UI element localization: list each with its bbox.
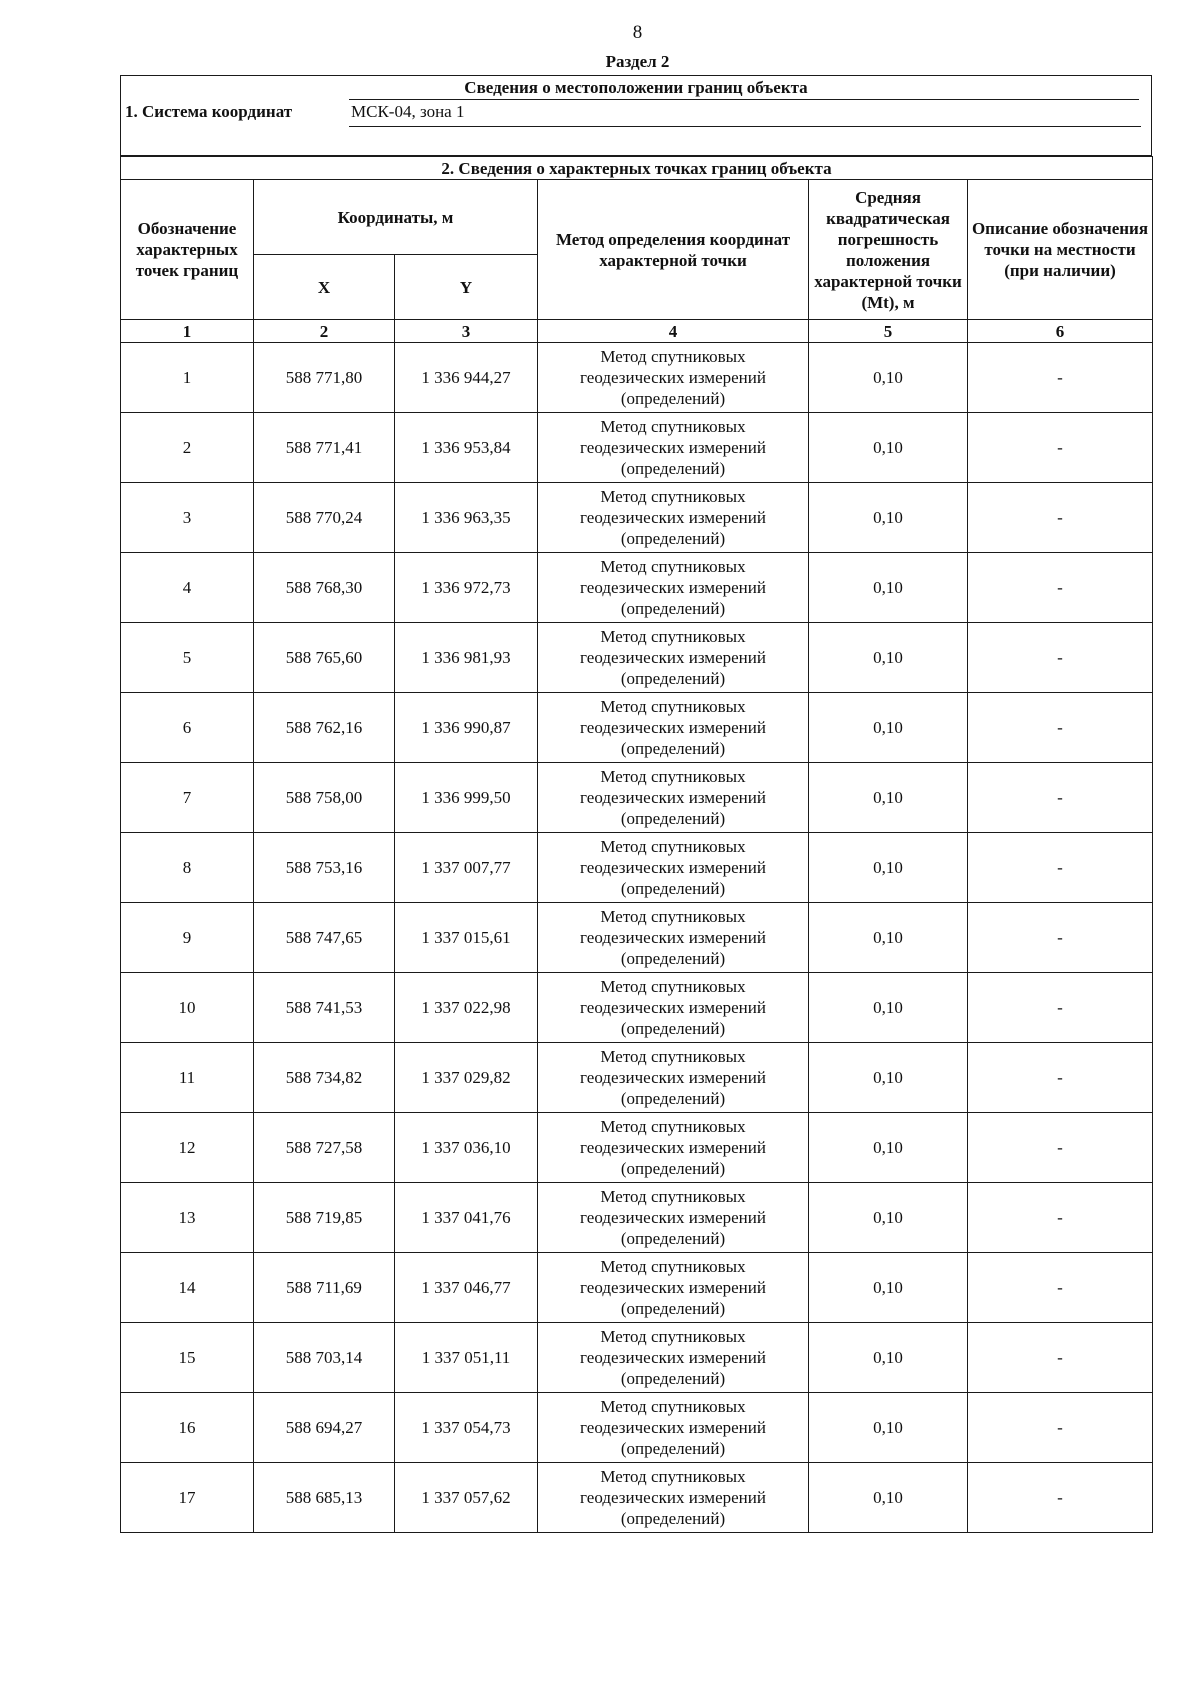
column-header-designation: Обозначение характерных точек границ (121, 180, 254, 320)
method-line: Метод спутниковых (600, 1047, 746, 1066)
point-number-cell: 3 (121, 483, 254, 553)
description-cell: - (968, 1253, 1153, 1323)
method-cell (538, 903, 809, 973)
point-number-cell: 12 (121, 1113, 254, 1183)
method-cell (538, 413, 809, 483)
error-cell: 0,10 (809, 1183, 968, 1253)
method-line: (определений) (620, 389, 726, 408)
y-coordinate-cell: 1 336 953,84 (395, 413, 538, 483)
method-line: геодезических измерений (580, 718, 766, 737)
table-row (121, 483, 1153, 553)
error-cell: 0,10 (809, 973, 968, 1043)
method-line: Метод спутниковых (600, 1467, 746, 1486)
x-coordinate-cell: 588 770,24 (254, 483, 395, 553)
method-line: (определений) (620, 739, 726, 758)
method-line: Метод спутниковых (600, 1397, 746, 1416)
error-cell: 0,10 (809, 413, 968, 483)
point-number-cell: 17 (121, 1463, 254, 1533)
divider (121, 155, 1151, 156)
method-line: (определений) (620, 809, 726, 828)
method-line: геодезических измерений (580, 998, 766, 1017)
method-line: (определений) (620, 599, 726, 618)
description-cell: - (968, 1183, 1153, 1253)
section-title: Раздел 2 (605, 52, 670, 71)
description-cell: - (968, 1323, 1153, 1393)
boundary-document (120, 75, 1152, 1533)
method-line: Метод спутниковых (600, 1257, 746, 1276)
method-cell (538, 343, 809, 413)
x-coordinate-cell: 588 741,53 (254, 973, 395, 1043)
coordinate-system-label: 1. Система координат (125, 102, 293, 121)
description-cell: - (968, 833, 1153, 903)
x-coordinate-cell: 588 768,30 (254, 553, 395, 623)
method-cell (538, 623, 809, 693)
y-coordinate-cell: 1 337 041,76 (395, 1183, 538, 1253)
method-line: Метод спутниковых (600, 837, 746, 856)
column-number: 1 (121, 320, 254, 343)
method-cell (538, 973, 809, 1043)
column-header-error: Средняя квадратическая погрешность положения характерной точки (Mt), м (809, 180, 968, 320)
error-cell: 0,10 (809, 1253, 968, 1323)
point-number-cell: 14 (121, 1253, 254, 1323)
method-cell (538, 833, 809, 903)
method-line: геодезических измерений (580, 578, 766, 597)
method-cell (538, 763, 809, 833)
error-cell: 0,10 (809, 763, 968, 833)
y-coordinate-cell: 1 337 029,82 (395, 1043, 538, 1113)
method-cell (538, 1253, 809, 1323)
x-coordinate-cell: 588 747,65 (254, 903, 395, 973)
table-row (121, 763, 1153, 833)
block-title: Сведения о местоположении границ объекта (120, 75, 1152, 100)
method-cell (538, 1393, 809, 1463)
x-coordinate-cell: 588 765,60 (254, 623, 395, 693)
column-header-coordinates: Координаты, м (254, 180, 538, 255)
method-cell (538, 1463, 809, 1533)
method-cell (538, 1043, 809, 1113)
coordinate-system-value: МСК-04, зона 1 (349, 102, 1141, 127)
column-header-y: Y (395, 255, 538, 320)
method-line: геодезических измерений (580, 648, 766, 667)
method-line: геодезических измерений (580, 1278, 766, 1297)
table-row (121, 553, 1153, 623)
description-cell: - (968, 693, 1153, 763)
description-cell: - (968, 1113, 1153, 1183)
description-cell: - (968, 343, 1153, 413)
method-line: (определений) (620, 949, 726, 968)
error-cell: 0,10 (809, 1113, 968, 1183)
method-line: (определений) (620, 1159, 726, 1178)
method-line: геодезических измерений (580, 1068, 766, 1087)
method-line: геодезических измерений (580, 438, 766, 457)
method-line: геодезических измерений (580, 508, 766, 527)
method-line: Метод спутниковых (600, 1187, 746, 1206)
column-header-x: X (254, 255, 395, 320)
description-cell: - (968, 973, 1153, 1043)
method-line: (определений) (620, 879, 726, 898)
point-number-cell: 2 (121, 413, 254, 483)
method-line: Метод спутниковых (600, 347, 746, 366)
method-line: геодезических измерений (580, 1348, 766, 1367)
description-cell: - (968, 623, 1153, 693)
point-number-cell: 13 (121, 1183, 254, 1253)
y-coordinate-cell: 1 336 944,27 (395, 343, 538, 413)
y-coordinate-cell: 1 336 981,93 (395, 623, 538, 693)
point-number-cell: 8 (121, 833, 254, 903)
table-row (121, 1463, 1153, 1533)
method-line: Метод спутниковых (600, 767, 746, 786)
x-coordinate-cell: 588 758,00 (254, 763, 395, 833)
method-line: (определений) (620, 1229, 726, 1248)
coordinate-system-row (120, 100, 1152, 156)
error-cell: 0,10 (809, 1323, 968, 1393)
column-number: 5 (809, 320, 968, 343)
point-number-cell: 16 (121, 1393, 254, 1463)
y-coordinate-cell: 1 337 051,11 (395, 1323, 538, 1393)
y-coordinate-cell: 1 336 999,50 (395, 763, 538, 833)
table-row (121, 1113, 1153, 1183)
page-number: 8 (632, 22, 643, 43)
method-line: (определений) (620, 1089, 726, 1108)
method-line: (определений) (620, 669, 726, 688)
error-cell: 0,10 (809, 483, 968, 553)
method-line: Метод спутниковых (600, 627, 746, 646)
point-number-cell: 15 (121, 1323, 254, 1393)
column-header-description: Описание обозначения точки на местности (при наличии) (968, 180, 1153, 320)
method-line: геодезических измерений (580, 858, 766, 877)
method-line: геодезических измерений (580, 1488, 766, 1507)
method-line: (определений) (620, 1439, 726, 1458)
table-row (121, 623, 1153, 693)
description-cell: - (968, 1463, 1153, 1533)
y-coordinate-cell: 1 337 022,98 (395, 973, 538, 1043)
method-cell (538, 693, 809, 763)
method-line: Метод спутниковых (600, 417, 746, 436)
error-cell: 0,10 (809, 1393, 968, 1463)
description-cell: - (968, 1393, 1153, 1463)
y-coordinate-cell: 1 336 972,73 (395, 553, 538, 623)
point-number-cell: 11 (121, 1043, 254, 1113)
y-coordinate-cell: 1 337 054,73 (395, 1393, 538, 1463)
method-line: Метод спутниковых (600, 1327, 746, 1346)
table-row (121, 693, 1153, 763)
table-row (121, 833, 1153, 903)
table-row (121, 343, 1153, 413)
error-cell: 0,10 (809, 343, 968, 413)
table-row (121, 903, 1153, 973)
y-coordinate-cell: 1 336 963,35 (395, 483, 538, 553)
error-cell: 0,10 (809, 833, 968, 903)
x-coordinate-cell: 588 685,13 (254, 1463, 395, 1533)
method-cell (538, 553, 809, 623)
description-cell: - (968, 413, 1153, 483)
x-coordinate-cell: 588 727,58 (254, 1113, 395, 1183)
method-line: Метод спутниковых (600, 557, 746, 576)
column-number: 6 (968, 320, 1153, 343)
method-line: (определений) (620, 1299, 726, 1318)
error-cell: 0,10 (809, 903, 968, 973)
table-row (121, 1183, 1153, 1253)
y-coordinate-cell: 1 337 036,10 (395, 1113, 538, 1183)
y-coordinate-cell: 1 336 990,87 (395, 693, 538, 763)
method-line: Метод спутниковых (600, 977, 746, 996)
y-coordinate-cell: 1 337 046,77 (395, 1253, 538, 1323)
point-number-cell: 6 (121, 693, 254, 763)
x-coordinate-cell: 588 734,82 (254, 1043, 395, 1113)
error-cell: 0,10 (809, 623, 968, 693)
method-line: (определений) (620, 1509, 726, 1528)
error-cell: 0,10 (809, 553, 968, 623)
method-line: геодезических измерений (580, 788, 766, 807)
method-cell (538, 483, 809, 553)
description-cell: - (968, 763, 1153, 833)
method-line: геодезических измерений (580, 1418, 766, 1437)
table-row (121, 1323, 1153, 1393)
method-line: (определений) (620, 1369, 726, 1388)
method-cell (538, 1183, 809, 1253)
y-coordinate-cell: 1 337 007,77 (395, 833, 538, 903)
description-cell: - (968, 483, 1153, 553)
point-number-cell: 4 (121, 553, 254, 623)
divider (349, 99, 1139, 100)
method-line: (определений) (620, 529, 726, 548)
x-coordinate-cell: 588 771,80 (254, 343, 395, 413)
method-line: геодезических измерений (580, 928, 766, 947)
point-number-cell: 5 (121, 623, 254, 693)
x-coordinate-cell: 588 694,27 (254, 1393, 395, 1463)
point-number-cell: 7 (121, 763, 254, 833)
error-cell: 0,10 (809, 1463, 968, 1533)
error-cell: 0,10 (809, 1043, 968, 1113)
method-cell (538, 1113, 809, 1183)
description-cell: - (968, 1043, 1153, 1113)
x-coordinate-cell: 588 753,16 (254, 833, 395, 903)
y-coordinate-cell: 1 337 057,62 (395, 1463, 538, 1533)
table-row (121, 1253, 1153, 1323)
column-number: 3 (395, 320, 538, 343)
point-number-cell: 10 (121, 973, 254, 1043)
table-row (121, 1393, 1153, 1463)
description-cell: - (968, 903, 1153, 973)
method-line: Метод спутниковых (600, 907, 746, 926)
y-coordinate-cell: 1 337 015,61 (395, 903, 538, 973)
x-coordinate-cell: 588 703,14 (254, 1323, 395, 1393)
method-line: (определений) (620, 459, 726, 478)
method-line: геодезических измерений (580, 368, 766, 387)
method-cell (538, 1323, 809, 1393)
method-line: Метод спутниковых (600, 487, 746, 506)
x-coordinate-cell: 588 719,85 (254, 1183, 395, 1253)
column-number: 2 (254, 320, 395, 343)
description-cell: - (968, 553, 1153, 623)
point-number-cell: 1 (121, 343, 254, 413)
x-coordinate-cell: 588 771,41 (254, 413, 395, 483)
table-row (121, 413, 1153, 483)
column-header-method: Метод определения координат характерной точки (538, 180, 809, 320)
points-table-body (121, 343, 1153, 1533)
method-line: геодезических измерений (580, 1208, 766, 1227)
table-row (121, 973, 1153, 1043)
error-cell: 0,10 (809, 693, 968, 763)
table-row (121, 1043, 1153, 1113)
characteristic-points-table (120, 156, 1153, 1533)
method-line: Метод спутниковых (600, 1117, 746, 1136)
method-line: (определений) (620, 1019, 726, 1038)
x-coordinate-cell: 588 762,16 (254, 693, 395, 763)
x-coordinate-cell: 588 711,69 (254, 1253, 395, 1323)
point-number-cell: 9 (121, 903, 254, 973)
method-line: Метод спутниковых (600, 697, 746, 716)
method-line: геодезических измерений (580, 1138, 766, 1157)
points-block-title: 2. Сведения о характерных точках границ объекта (121, 157, 1153, 180)
column-number: 4 (538, 320, 809, 343)
